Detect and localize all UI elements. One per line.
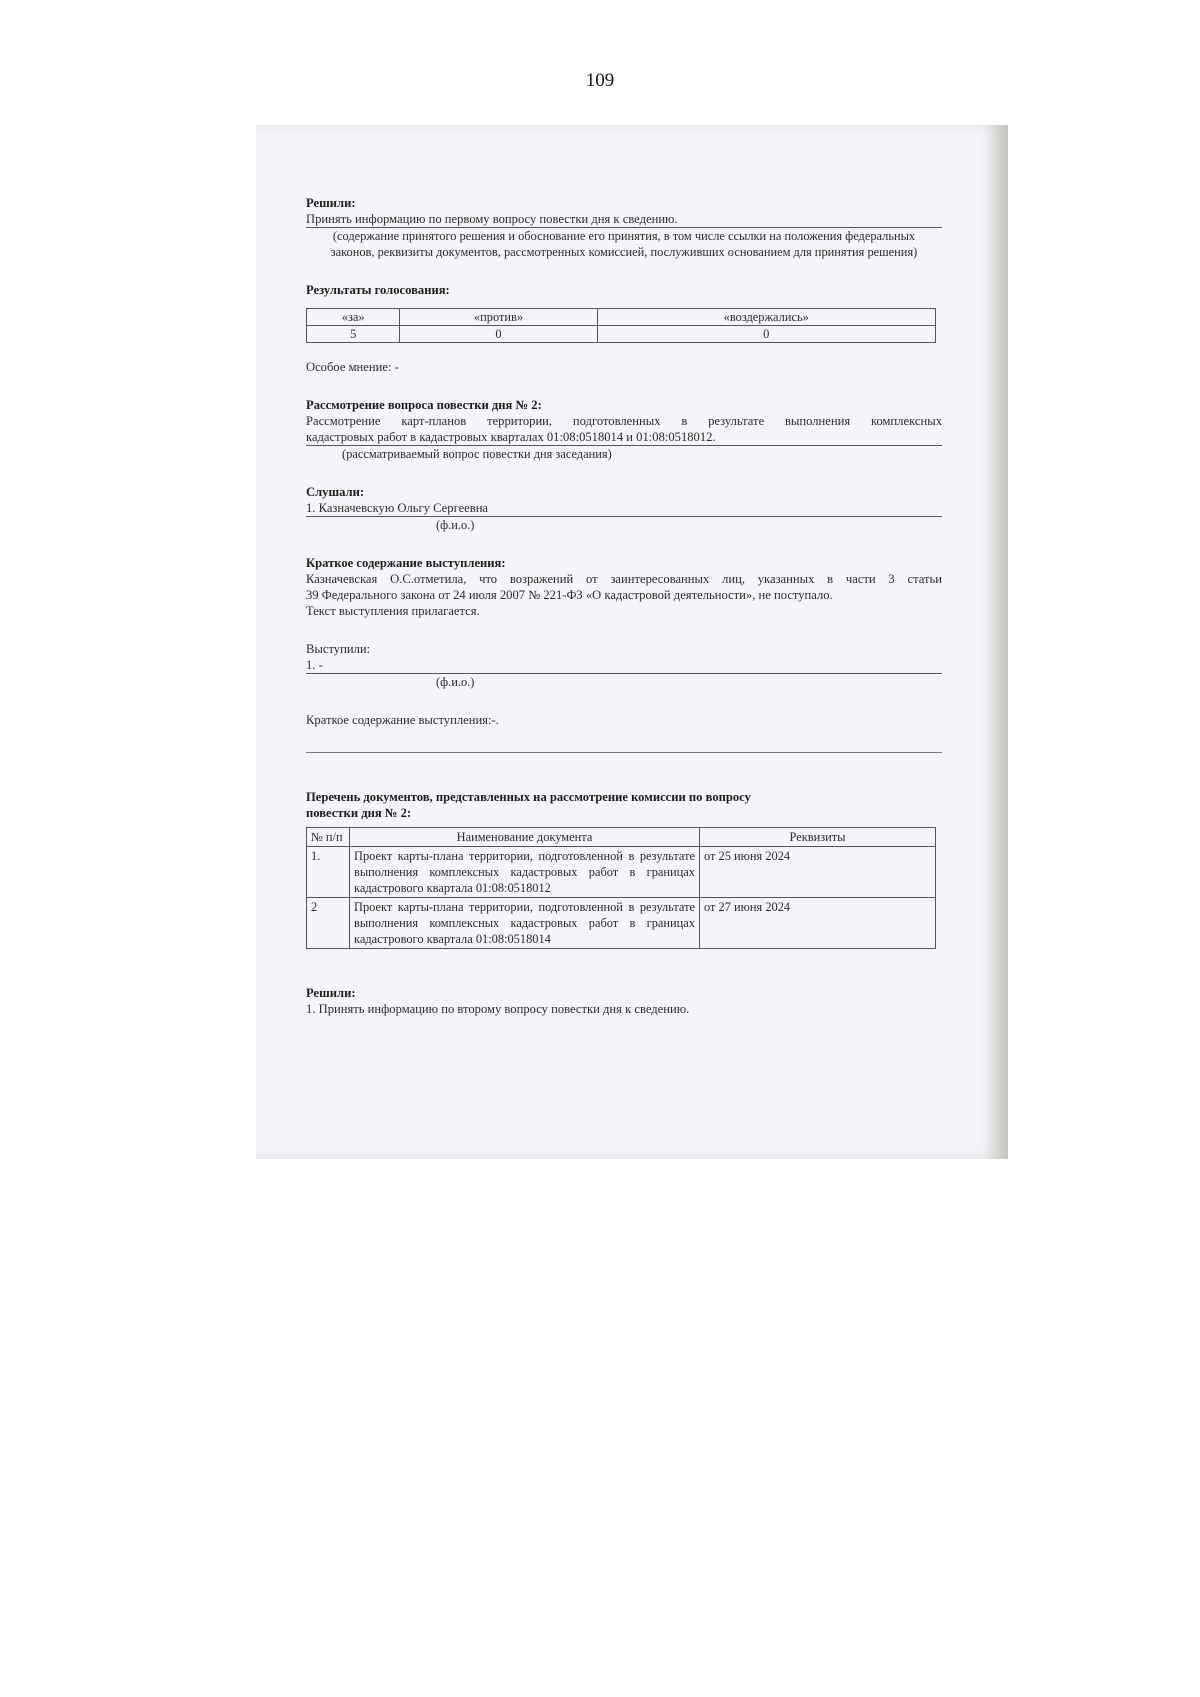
documents-heading-line1: Перечень документов, представленных на рассмотрение комиссии по вопросу [306, 790, 751, 804]
doc-details: от 27 июня 2024 [700, 898, 936, 949]
col-num-header: № п/п [307, 828, 350, 847]
question2-line2: кадастровых работ в кадастровых кварталах 01:08:0518014 и 01:08:0518012. [306, 429, 942, 446]
vote-against-header: «против» [400, 309, 597, 326]
spoke-heading: Выступили: [306, 642, 371, 656]
voting-table [306, 308, 936, 343]
doc-details: от 25 июня 2024 [700, 847, 936, 898]
decision2-text: 1. Принять информацию по второму вопросу повестки дня к сведению. [306, 1002, 690, 1016]
decision1-note: (содержание принятого решения и обоснование его принятия, в том числе ссылки на положения федеральных законов, реквизиты документов, рассмотренных комиссией, послуживших основанием для принятия решения) [330, 229, 918, 259]
summary2-text: Краткое содержание выступления:-. [306, 713, 499, 727]
documents-row [307, 847, 936, 898]
decision1-heading: Решили: [306, 196, 356, 210]
documents-header-row [307, 828, 936, 847]
document-body [306, 195, 942, 1017]
vote-for-header: «за» [307, 309, 400, 326]
vote-for-value: 5 [307, 326, 400, 343]
scan-shadow-edge [982, 125, 1008, 1159]
heard-note: (ф.и.о.) [436, 518, 475, 532]
blank-line [306, 728, 942, 753]
question2-heading: Рассмотрение вопроса повестки дня № 2: [306, 398, 542, 412]
documents-heading-line2: повестки дня № 2: [306, 806, 412, 820]
scanned-page [256, 125, 1008, 1159]
doc-name: Проект карты-плана территории, подготовленной в результате выполнения комплексных кадастровых работ в границах кадастрового квартала 01:08:0518012 [350, 847, 700, 898]
summary-line2: 39 Федерального закона от 24 июля 2007 № 221-ФЗ «О кадастровой деятельности», не поступало. [306, 588, 833, 602]
page-number: 109 [585, 70, 615, 91]
spoke-text: 1. - [306, 657, 942, 674]
heard-text: 1. Казначевскую Ольгу Сергеевна [306, 500, 942, 517]
heard-heading: Слушали: [306, 485, 365, 499]
doc-num: 2 [307, 898, 350, 949]
doc-name: Проект карты-плана территории, подготовленной в результате выполнения комплексных кадастровых работ в границах кадастрового квартала 01:08:0518014 [350, 898, 700, 949]
question2-note: (рассматриваемый вопрос повестки дня заседания) [342, 447, 612, 461]
col-name-header: Наименование документа [350, 828, 700, 847]
doc-num: 1. [307, 847, 350, 898]
vote-abstain-header: «воздержались» [597, 309, 935, 326]
decision1-text: Принять информацию по первому вопросу повестки дня к сведению. [306, 211, 942, 228]
documents-table [306, 827, 936, 949]
summary-line1: Казначевская О.С.отметила, что возражений от заинтересованных лиц, указанных в части 3 статьи [306, 572, 942, 586]
decision2-heading: Решили: [306, 986, 356, 1000]
documents-row [307, 898, 936, 949]
voting-heading: Результаты голосования: [306, 283, 450, 297]
summary-heading: Краткое содержание выступления: [306, 556, 506, 570]
vote-against-value: 0 [400, 326, 597, 343]
voting-header-row [307, 309, 936, 326]
spoke-note: (ф.и.о.) [436, 675, 475, 689]
summary-line3: Текст выступления прилагается. [306, 604, 480, 618]
voting-values-row [307, 326, 936, 343]
special-opinion: Особое мнение: - [306, 360, 399, 374]
question2-line1: Рассмотрение карт-планов территории, подготовленных в результате выполнения комплексных [306, 414, 942, 428]
col-details-header: Реквизиты [700, 828, 936, 847]
vote-abstain-value: 0 [597, 326, 935, 343]
